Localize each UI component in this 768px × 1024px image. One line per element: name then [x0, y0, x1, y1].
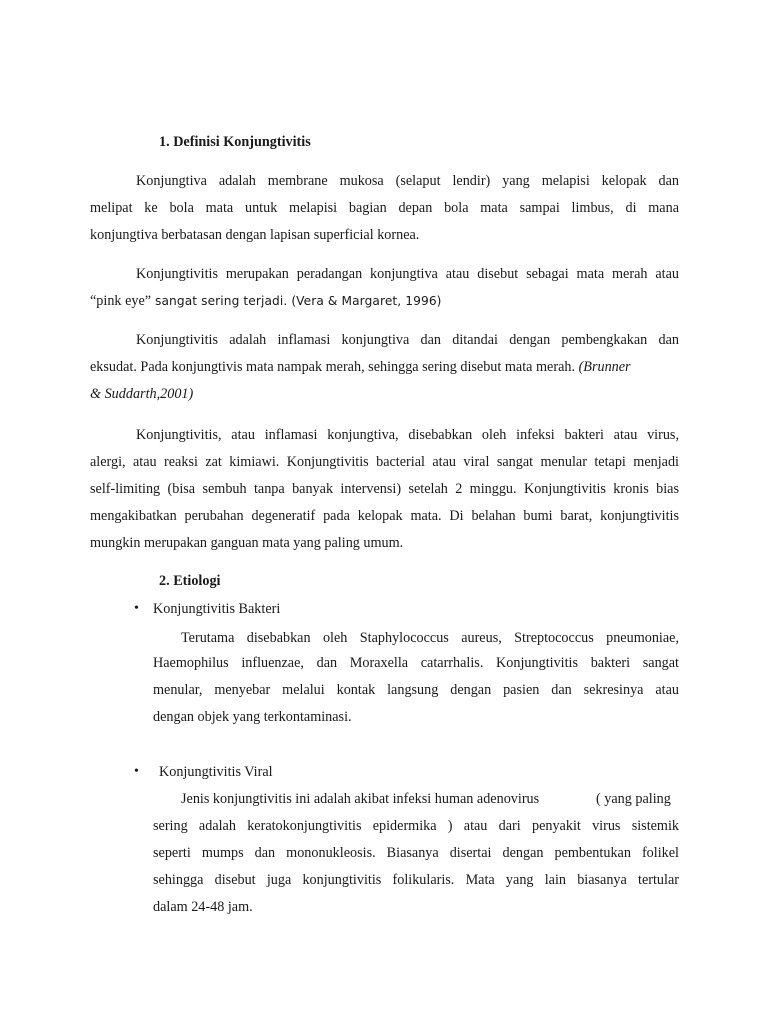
bullet-icon: •	[134, 764, 139, 779]
section-heading-etiologi: 2. Etiologi	[159, 573, 221, 589]
paragraph-line: mungkin merupakan ganguan mata yang paling umum.	[90, 535, 404, 551]
paragraph-line: Haemophilus influenzae, dan Moraxella catarrhalis. Konjungtivitis bakteri sangat	[153, 655, 679, 671]
citation-text: & Suddarth,2001)	[90, 386, 194, 402]
bullet-icon: •	[134, 601, 139, 616]
quoted-term: “pink eye”	[90, 293, 152, 309]
paragraph-line: Konjungtivitis, atau inflamasi konjungtiva, disebabkan oleh infeksi bakteri atau virus,	[136, 427, 679, 443]
paragraph-line: sehingga disebut juga konjungtivitis folikularis. Mata yang lain biasanya tertular	[153, 872, 679, 888]
paragraph-line: Terutama disebabkan oleh Staphylococcus aureus, Streptococcus pneumoniae,	[181, 630, 679, 646]
paragraph-line: self-limiting (bisa sembuh tanpa banyak intervensi) setelah 2 minggu. Konjungtivitis kronis bias	[90, 481, 679, 497]
paragraph-line: alergi, atau reaksi zat kimiawi. Konjungtivitis bacterial atau viral sangat menular tetapi menjadi	[90, 454, 679, 470]
paragraph-text: eksudat. Pada konjungtivis mata nampak merah, sehingga sering disebut mata merah.	[90, 359, 579, 375]
bullet-title-bakteri: Konjungtivitis Bakteri	[153, 601, 281, 617]
paragraph-line: Konjungtiva adalah membrane mukosa (selaput lendir) yang melapisi kelopak dan	[136, 173, 679, 189]
paragraph-line	[90, 292, 679, 310]
paragraph-line: konjungtiva berbatasan dengan lapisan superficial kornea.	[90, 227, 420, 243]
paragraph-line: seperti mumps dan mononukleosis. Biasanya disertai dengan pembentukan folikel	[153, 845, 679, 861]
citation-text: (Brunner	[578, 359, 631, 375]
paragraph-line: melipat ke bola mata untuk melapisi bagian depan bola mata sampai limbus, di mana	[90, 200, 679, 216]
paragraph-line: Konjungtivitis merupakan peradangan konjungtiva atau disebut sebagai mata merah atau	[136, 266, 679, 282]
paragraph-line: ( yang paling	[596, 791, 671, 807]
paragraph-line: Konjungtivitis adalah inflamasi konjungtiva dan ditandai dengan pembengkakan dan	[136, 332, 679, 348]
paragraph-line: sering adalah keratokonjungtivitis epidermika ) atau dari penyakit virus sistemik	[153, 818, 679, 834]
bullet-title-viral: Konjungtivitis Viral	[159, 764, 273, 780]
paragraph-line: menular, menyebar melalui kontak langsung dengan pasien dan sekresinya atau	[153, 682, 679, 698]
paragraph-line: dalam 24-48 jam.	[153, 899, 253, 915]
citation-text: sangat sering terjadi. (Vera & Margaret, 1996)	[151, 294, 442, 308]
paragraph-line: mengakibatkan perubahan degeneratif pada kelopak mata. Di belahan bumi barat, konjungtivitis	[90, 508, 679, 524]
paragraph-line: Jenis konjungtivitis ini adalah akibat infeksi human adenovirus	[181, 791, 540, 807]
section-heading-definisi: 1. Definisi Konjungtivitis	[159, 134, 311, 150]
paragraph-line: dengan objek yang terkontaminasi.	[153, 709, 352, 725]
paragraph-line	[90, 358, 679, 376]
